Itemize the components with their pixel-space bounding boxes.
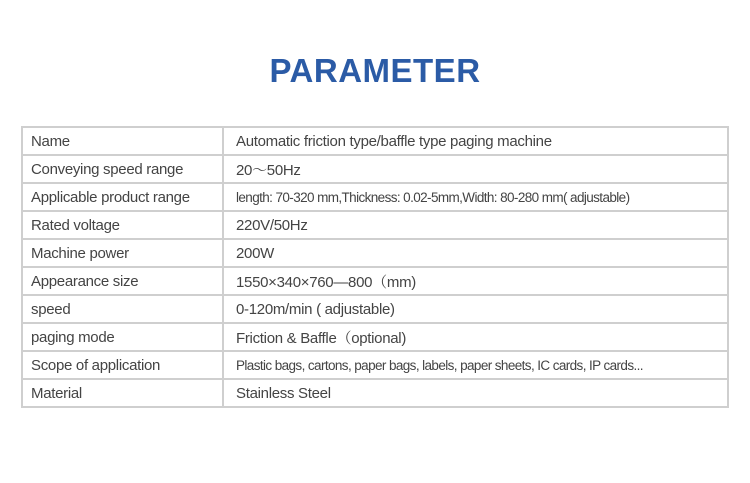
row-label: Rated voltage — [22, 211, 223, 239]
row-value: 220V/50Hz — [223, 211, 728, 239]
row-label: paging mode — [22, 323, 223, 351]
table-row — [22, 155, 728, 183]
table-row — [22, 239, 728, 267]
row-label: Scope of application — [22, 351, 223, 379]
row-label: Material — [22, 379, 223, 407]
row-value: Automatic friction type/baffle type paging machine — [223, 127, 728, 155]
row-label: Machine power — [22, 239, 223, 267]
table-row — [22, 127, 728, 155]
row-value: Friction & Baffle（optional) — [223, 323, 728, 351]
row-value: 0-120m/min ( adjustable) — [223, 295, 728, 323]
table-row — [22, 379, 728, 407]
row-value: 200W — [223, 239, 728, 267]
row-value: length: 70-320 mm,Thickness: 0.02-5mm,Width: 80-280 mm( adjustable) — [223, 183, 728, 211]
row-value: 1550×340×760—800（mm) — [223, 267, 728, 295]
table-row — [22, 323, 728, 351]
table-row — [22, 183, 728, 211]
row-label: Name — [22, 127, 223, 155]
table-row — [22, 295, 728, 323]
row-label: Appearance size — [22, 267, 223, 295]
page-title: PARAMETER — [269, 52, 481, 89]
row-label: speed — [22, 295, 223, 323]
row-value: 20～50Hz — [223, 155, 728, 183]
row-label: Conveying speed range — [22, 155, 223, 183]
row-label: Applicable product range — [22, 183, 223, 211]
row-value: Stainless Steel — [223, 379, 728, 407]
parameter-table — [21, 126, 729, 408]
table-row — [22, 351, 728, 379]
table-row — [22, 211, 728, 239]
table-row — [22, 267, 728, 295]
row-value: Plastic bags, cartons, paper bags, labels, paper sheets, IC cards, IP cards... — [223, 351, 728, 379]
